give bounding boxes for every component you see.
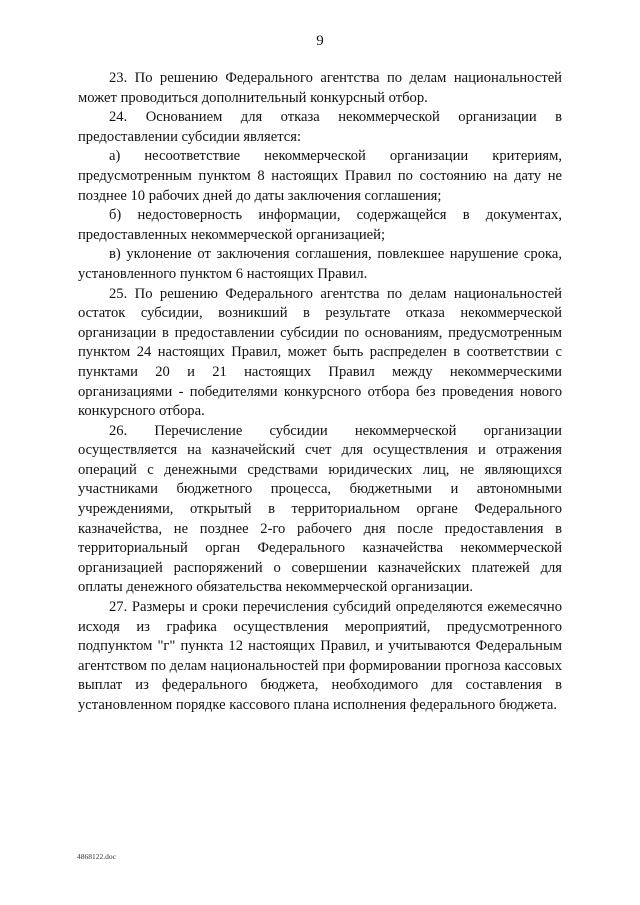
paragraph-26: 26. Перечисление субсидии некоммерческой организации осуществляется на казначейский счет для осуществления и отражения операций с денежными средствами юридических лиц, не являющихся участниками бюджетного процесса, бюджетными и автономными учреждениями, открытый в территориальном органе Федерального казначейства, не позднее 2-го рабочего дня после предоставления в территориальный орган Федерального казначейства некоммерческой организацией распоряжений о совершении казначейских платежей для оплаты денежного обязательства некоммерческой организации. [78,422,562,596]
paragraph-24-v: в) уклонение от заключения соглашения, повлекшее нарушение срока, установленного пунктом 6 настоящих Правил. [78,246,562,282]
paragraph-24-b: б) недостоверность информации, содержащейся в документах, предоставленных некоммерческой организацией; [78,207,562,243]
document-file-id: 4868122.doc [77,852,116,861]
paragraph-24-a: а) несоответствие некоммерческой организации критериям, предусмотренным пунктом 8 настоящих Правил по состоянию на дату не позднее 10 рабочих дней до даты заключения соглашения; [78,148,562,204]
paragraph-23: 23. По решению Федерального агентства по делам национальностей может проводиться дополнительный конкурсный отбор. [78,70,562,106]
paragraph-25: 25. По решению Федерального агентства по делам национальностей остаток субсидии, возникший в результате отказа некоммерческой организации в предоставлении субсидии по основаниям, предусмотренным пунктом 24 настоящих Правил, может быть распределен в соответствии с пунктами 20 и 21 настоящих Правил между некоммерческими организациями - победителями конкурсного отбора без проведения нового конкурсного отбора. [78,285,562,420]
document-body [78,69,562,716]
page-number: 9 [316,33,324,49]
paragraph-27: 27. Размеры и сроки перечисления субсидий определяются ежемесячно исходя из графика осуществления мероприятий, предусмотренного подпунктом "г" пункта 12 настоящих Правил, и учитываются Федеральным агентством по делам национальностей при формировании прогноза кассовых выплат из федерального бюджета, необходимого для составления в установленном порядке кассового плана исполнения федерального бюджета. [78,599,562,713]
paragraph-24: 24. Основанием для отказа некоммерческой организации в предоставлении субсидии является: [78,109,562,145]
